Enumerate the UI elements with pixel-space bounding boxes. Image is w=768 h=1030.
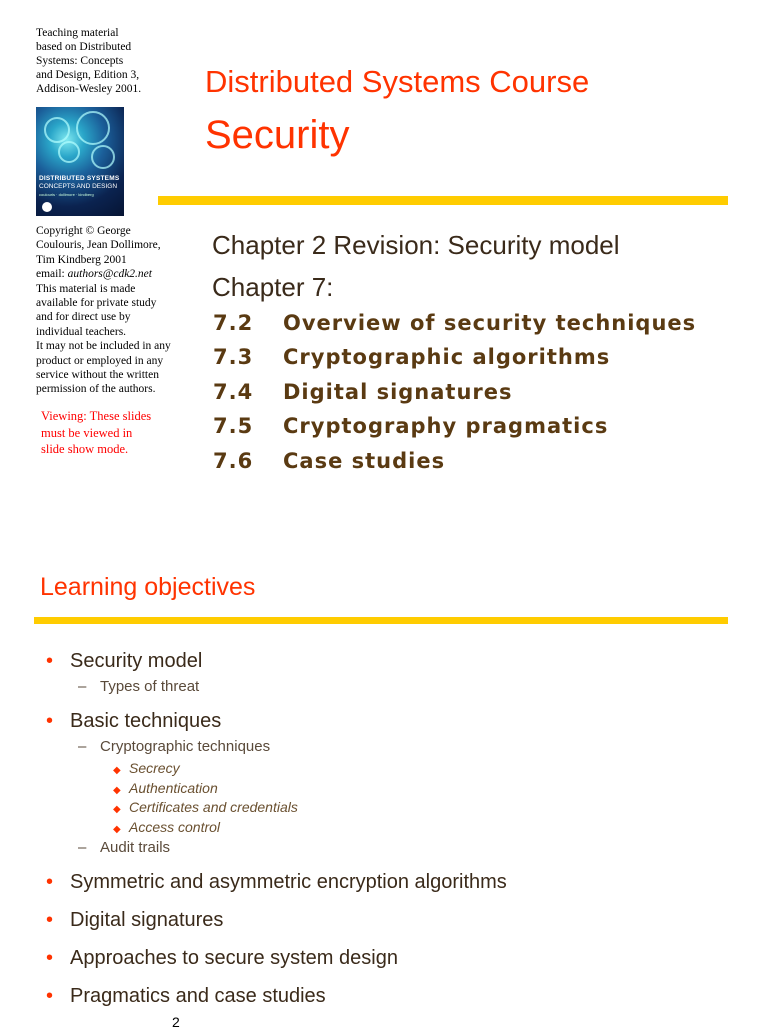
teaching-line: Teaching material bbox=[36, 27, 119, 39]
objective-text: Basic techniques bbox=[70, 710, 222, 732]
toc-number: 7.4 bbox=[213, 380, 254, 404]
viewing-line: slide show mode. bbox=[41, 442, 129, 456]
toc-title: Case studies bbox=[283, 449, 446, 473]
copyright-line: available for private study bbox=[36, 297, 157, 310]
viewing-line: must be viewed in bbox=[41, 425, 133, 440]
toc-title: Cryptographic algorithms bbox=[283, 345, 611, 369]
detail-text: Access control bbox=[129, 819, 221, 835]
toc-item bbox=[213, 449, 445, 473]
copyright-line: Copyright © George bbox=[36, 225, 131, 237]
copyright-line: product or employed in any bbox=[36, 354, 164, 367]
objective-text: Pragmatics and case studies bbox=[70, 985, 326, 1007]
bullet-icon: • bbox=[46, 985, 54, 1007]
objective-item bbox=[46, 947, 398, 970]
bullet-icon: • bbox=[46, 650, 54, 672]
sub-objective-item bbox=[78, 738, 270, 755]
sub-objective-text: Audit trails bbox=[100, 839, 171, 856]
sub-objective-text: Types of threat bbox=[100, 678, 200, 695]
diamond-bullet-icon: ◆ bbox=[113, 804, 121, 815]
teaching-material-note bbox=[36, 26, 156, 96]
dash-icon: – bbox=[78, 678, 87, 695]
bullet-icon: • bbox=[46, 947, 54, 969]
copyright-line: and for direct use by bbox=[36, 311, 131, 324]
diamond-bullet-icon: ◆ bbox=[113, 785, 121, 796]
toc-number: 7.5 bbox=[213, 414, 254, 438]
viewing-line: Viewing: These slides bbox=[41, 409, 152, 423]
page-number: 2 bbox=[172, 1014, 180, 1030]
email-line bbox=[36, 267, 186, 281]
objective-text: Symmetric and asymmetric encryption algorithms bbox=[70, 871, 507, 893]
sub-objective-item bbox=[78, 678, 199, 695]
copyright-line: Tim Kindberg 2001 bbox=[36, 253, 127, 266]
toc-number: 7.2 bbox=[213, 311, 254, 335]
sub-objective-item bbox=[78, 839, 170, 856]
toc-item bbox=[213, 311, 696, 335]
copyright-notice bbox=[36, 224, 186, 397]
detail-text: Certificates and credentials bbox=[129, 799, 298, 815]
chapter7-heading: Chapter 7: bbox=[212, 272, 334, 302]
toc-item bbox=[213, 345, 610, 369]
detail-item bbox=[113, 799, 298, 815]
copyright-line: individual teachers. bbox=[36, 325, 127, 338]
teaching-line: Systems: Concepts bbox=[36, 55, 124, 67]
bullet-icon: • bbox=[46, 909, 54, 931]
toc-title: Digital signatures bbox=[283, 380, 513, 404]
bullet-icon: • bbox=[46, 871, 54, 893]
email-value: authors@cdk2.net bbox=[67, 268, 152, 281]
objective-text: Approaches to secure system design bbox=[70, 947, 398, 969]
cover-title-line1: DISTRIBUTED SYSTEMS bbox=[39, 175, 120, 182]
sub-objective-text: Cryptographic techniques bbox=[100, 738, 271, 755]
copyright-line: This material is made bbox=[36, 282, 136, 295]
toc-title: Overview of security techniques bbox=[283, 311, 697, 335]
detail-text: Authentication bbox=[129, 780, 218, 796]
objective-item bbox=[46, 909, 223, 932]
bullet-icon: • bbox=[46, 710, 54, 732]
objective-text: Security model bbox=[70, 650, 203, 672]
toc-title: Cryptography pragmatics bbox=[283, 414, 609, 438]
toc-item bbox=[213, 380, 513, 404]
copyright-line: Coulouris, Jean Dollimore, bbox=[36, 239, 161, 252]
objective-text: Digital signatures bbox=[70, 909, 224, 931]
email-label: email: bbox=[36, 268, 68, 281]
dash-icon: – bbox=[78, 738, 87, 755]
publisher-logo-icon bbox=[42, 202, 52, 212]
objective-item bbox=[46, 650, 202, 673]
title-divider-bar bbox=[158, 196, 728, 205]
cover-authors: coulouris · dollimore · kindberg bbox=[39, 192, 94, 197]
dash-icon: – bbox=[78, 839, 87, 856]
objective-item bbox=[46, 985, 326, 1008]
viewing-note bbox=[41, 408, 181, 458]
detail-text: Secrecy bbox=[129, 760, 180, 776]
learning-objectives-title: Learning objectives bbox=[40, 573, 256, 601]
course-title: Distributed Systems Course bbox=[205, 64, 590, 99]
book-cover-image bbox=[36, 107, 124, 216]
diamond-bullet-icon: ◆ bbox=[113, 765, 121, 776]
chapter2-heading: Chapter 2 Revision: Security model bbox=[212, 230, 620, 260]
detail-item bbox=[113, 780, 218, 796]
copyright-line: service without the written bbox=[36, 369, 159, 382]
diamond-bullet-icon: ◆ bbox=[113, 824, 121, 835]
subject-title: Security bbox=[205, 113, 350, 157]
toc-number: 7.3 bbox=[213, 345, 254, 369]
detail-item bbox=[113, 819, 220, 835]
objective-item bbox=[46, 871, 507, 894]
objectives-divider-bar bbox=[34, 617, 728, 624]
copyright-line: It may not be included in any bbox=[36, 340, 171, 353]
detail-item bbox=[113, 760, 180, 776]
objective-item bbox=[46, 710, 221, 733]
cover-title-line2: CONCEPTS AND DESIGN bbox=[39, 183, 118, 190]
teaching-line: Addison-Wesley 2001. bbox=[36, 83, 142, 95]
teaching-line: and Design, Edition 3, bbox=[36, 69, 140, 81]
toc-number: 7.6 bbox=[213, 449, 254, 473]
toc-item bbox=[213, 414, 608, 438]
teaching-line: based on Distributed bbox=[36, 41, 132, 53]
copyright-line: permission of the authors. bbox=[36, 383, 156, 396]
